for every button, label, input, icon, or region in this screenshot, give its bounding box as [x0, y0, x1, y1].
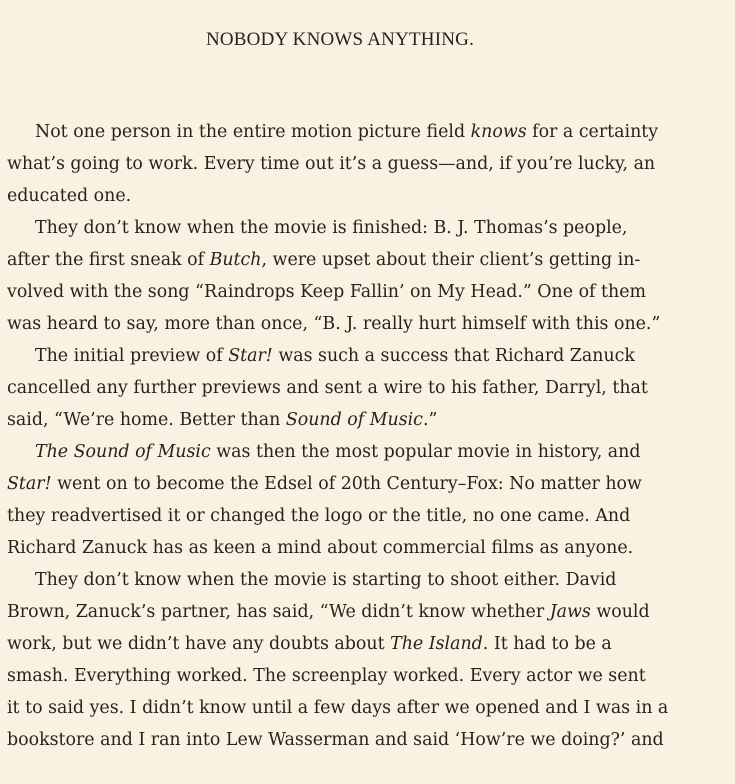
text-segment: was such a success that Richard Zanuck: [272, 346, 635, 366]
text-line: [7, 660, 707, 692]
text-line: [7, 468, 707, 500]
text-segment: went on to become the Edsel of 20th Century–Fox: No matter how: [51, 474, 642, 494]
text-line: [7, 596, 707, 628]
text-line: [7, 244, 707, 276]
text-segment: cancelled any further previews and sent a wire to his father, Darryl, that: [7, 378, 648, 398]
text-segment: They don’t know when the movie is starting to shoot either. David: [35, 570, 617, 590]
text-segment: volved with the song “Raindrops Keep Fallin’ on My Head.” One of them: [7, 282, 646, 302]
text-segment: work, but we didn’t have any doubts about: [7, 634, 391, 654]
text-line: [7, 500, 707, 532]
text-segment: smash. Everything worked. The screenplay worked. Every actor we sent: [7, 666, 646, 686]
text-line: [7, 628, 707, 660]
italic-title-text: Butch: [209, 250, 262, 270]
text-line: [7, 116, 707, 148]
text-segment: it to said yes. I didn’t know until a few days after we opened and I was in a: [7, 698, 669, 718]
text-line: [7, 180, 707, 212]
text-line: [7, 404, 707, 436]
text-segment: what’s going to work. Every time out it’s a guess—and, if you’re lucky, an: [7, 154, 656, 174]
text-segment: Brown, Zanuck’s partner, has said, “We didn’t know whether: [7, 602, 550, 622]
italic-title-text: Jaws: [549, 602, 591, 622]
text-segment: said, “We’re home. Better than: [7, 410, 286, 430]
italic-title-text: The Island: [390, 634, 483, 654]
text-line: [7, 308, 707, 340]
italic-title-text: Sound of Music: [285, 410, 423, 430]
text-segment: . It had to be a: [482, 634, 612, 654]
text-segment: they readvertised it or changed the logo or the title, no one came. And: [7, 506, 631, 526]
body-text: [7, 116, 707, 756]
text-segment: , were upset about their client’s getting in-: [261, 250, 641, 270]
text-line: [7, 564, 707, 596]
text-line: [7, 436, 707, 468]
text-segment: was heard to say, more than once, “B. J. really hurt himself with this one.”: [7, 314, 661, 334]
text-line: [7, 276, 707, 308]
text-segment: The initial preview of: [35, 346, 229, 366]
text-segment: educated one.: [7, 186, 132, 206]
text-line: [7, 532, 707, 564]
text-line: [7, 692, 707, 724]
italic-title-text: The Sound of Music: [35, 442, 211, 462]
text-line: [7, 148, 707, 180]
text-segment: would: [590, 602, 650, 622]
text-line: [7, 372, 707, 404]
text-segment: bookstore and I ran into Lew Wasserman and said ‘How’re we doing?’ and: [7, 730, 664, 750]
text-segment: was then the most popular movie in history, and: [210, 442, 641, 462]
italic-title-text: Star!: [228, 346, 273, 366]
text-line: [7, 212, 707, 244]
text-segment: Richard Zanuck has as keen a mind about commercial films as anyone.: [7, 538, 634, 558]
text-line: [7, 724, 707, 756]
text-segment: They don’t know when the movie is finished: B. J. Thomas’s people,: [35, 218, 628, 238]
chapter-heading: NOBODY KNOWS ANYTHING.: [205, 29, 475, 50]
italic-title-text: knows: [470, 122, 527, 142]
text-segment: for a certainty: [526, 122, 659, 142]
italic-title-text: Star!: [7, 474, 52, 494]
text-segment: .”: [422, 410, 438, 430]
text-segment: Not one person in the entire motion picture field: [35, 122, 471, 142]
text-segment: after the first sneak of: [7, 250, 210, 270]
text-line: [7, 340, 707, 372]
